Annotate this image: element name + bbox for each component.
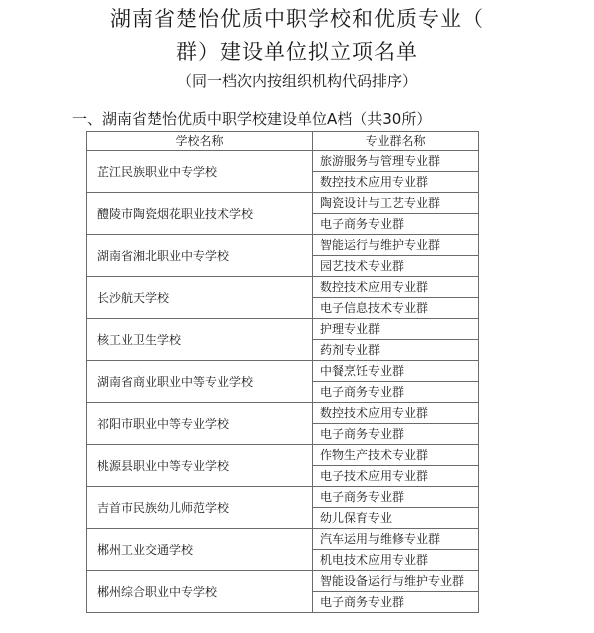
school-name-cell: 郴州工业交通学校 — [87, 529, 313, 571]
header-school-name: 学校名称 — [87, 132, 313, 151]
school-name-cell: 祁阳市职业中等专业学校 — [87, 403, 313, 445]
major-group-cell: 电子商务专业群 — [313, 214, 479, 235]
major-group-cell: 数控技术应用专业群 — [313, 172, 479, 193]
school-name-cell: 吉首市民族幼儿师范学校 — [87, 487, 313, 529]
major-group-cell: 汽车运用与维修专业群 — [313, 529, 479, 550]
table-row — [87, 571, 479, 592]
table-row — [87, 361, 479, 382]
major-group-cell: 园艺技术专业群 — [313, 256, 479, 277]
schools-table — [86, 131, 479, 613]
page-title-line-2: 群）建设单位拟立项名单 — [176, 40, 418, 64]
section-heading: 一、湖南省楚怡优质中职学校建设单位A档（共30所） — [72, 110, 432, 128]
major-group-cell: 电子信息技术专业群 — [313, 298, 479, 319]
major-group-cell: 机电技术应用专业群 — [313, 550, 479, 571]
school-name-cell: 湖南省商业职业中等专业学校 — [87, 361, 313, 403]
major-group-cell: 电子商务专业群 — [313, 424, 479, 445]
table-row — [87, 193, 479, 214]
major-group-cell: 数控技术应用专业群 — [313, 277, 479, 298]
table-header-row — [87, 132, 479, 151]
school-name-cell: 长沙航天学校 — [87, 277, 313, 319]
major-group-cell: 智能设备运行与维护专业群 — [313, 571, 479, 592]
ordering-note: （同一档次内按组织机构代码排序） — [176, 72, 417, 90]
major-group-cell: 旅游服务与管理专业群 — [313, 151, 479, 172]
major-group-cell: 幼儿保育专业 — [313, 508, 479, 529]
school-name-cell: 醴陵市陶瓷烟花职业技术学校 — [87, 193, 313, 235]
major-group-cell: 数控技术应用专业群 — [313, 403, 479, 424]
major-group-cell: 护理专业群 — [313, 319, 479, 340]
school-name-cell: 郴州综合职业中专学校 — [87, 571, 313, 613]
major-group-cell: 作物生产技术专业群 — [313, 445, 479, 466]
table-row — [87, 487, 479, 508]
table-body — [87, 151, 479, 613]
major-group-cell: 中餐烹饪专业群 — [313, 361, 479, 382]
header-major-group: 专业群名称 — [313, 132, 479, 151]
table-row — [87, 235, 479, 256]
table-row — [87, 403, 479, 424]
school-name-cell: 桃源县职业中等专业学校 — [87, 445, 313, 487]
school-name-cell: 芷江民族职业中专学校 — [87, 151, 313, 193]
major-group-cell: 电子商务专业群 — [313, 592, 479, 613]
major-group-cell: 药剂专业群 — [313, 340, 479, 361]
table-row — [87, 529, 479, 550]
major-group-cell: 陶瓷设计与工艺专业群 — [313, 193, 479, 214]
table-row — [87, 277, 479, 298]
page-title-line-1: 湖南省楚怡优质中职学校和优质专业（ — [110, 7, 484, 31]
school-name-cell: 湖南省湘北职业中专学校 — [87, 235, 313, 277]
major-group-cell: 电子技术应用专业群 — [313, 466, 479, 487]
table-row — [87, 319, 479, 340]
major-group-cell: 电子商务专业群 — [313, 382, 479, 403]
school-name-cell: 核工业卫生学校 — [87, 319, 313, 361]
major-group-cell: 电子商务专业群 — [313, 487, 479, 508]
major-group-cell: 智能运行与维护专业群 — [313, 235, 479, 256]
table-row — [87, 151, 479, 172]
table-row — [87, 445, 479, 466]
